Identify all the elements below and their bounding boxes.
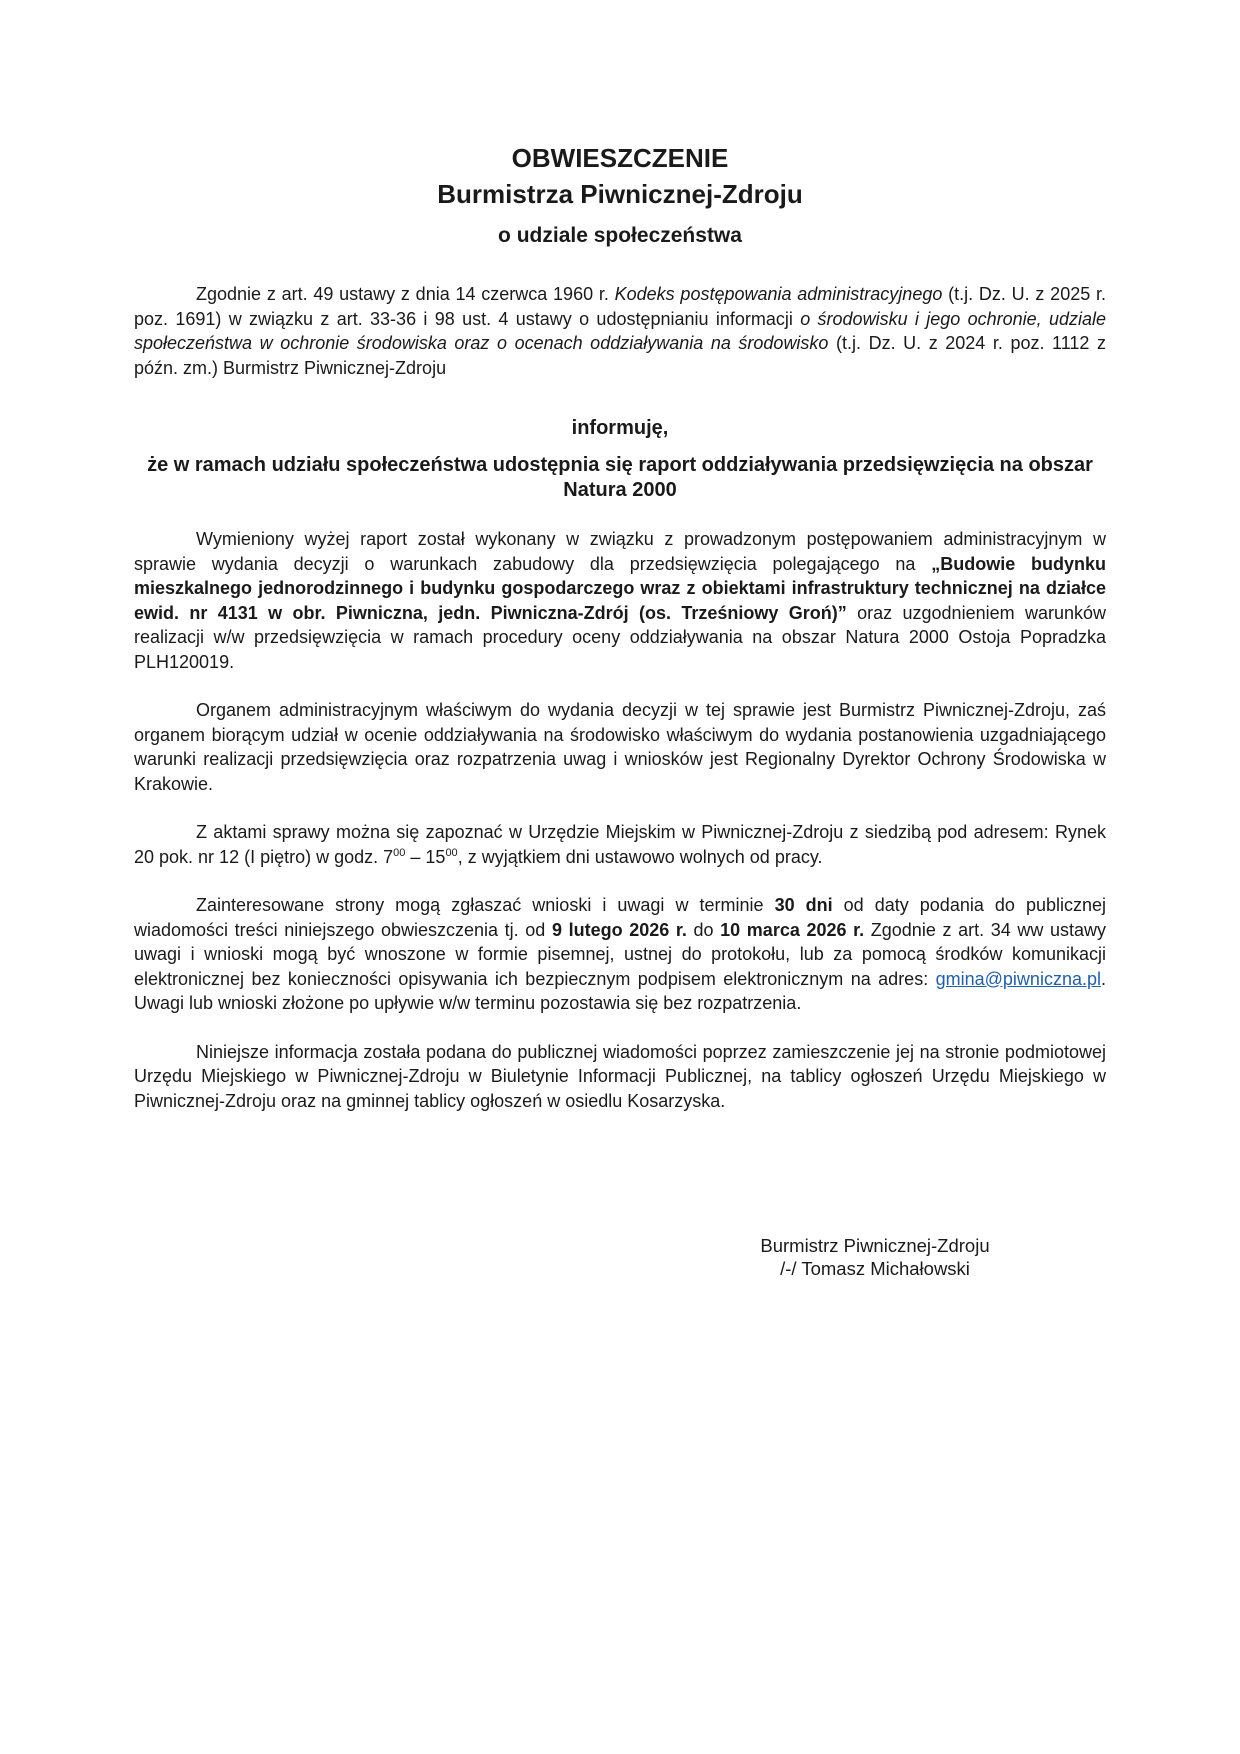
comment-period: 30 dni — [774, 895, 833, 915]
topic-subtitle: o udziale społeczeństwa — [498, 224, 742, 247]
document-page — [134, 140, 1106, 1113]
signature-role: Burmistrz Piwnicznej-Zdroju — [760, 1235, 990, 1256]
comments-text: Zgodnie z art. 34 ww ustawy uwagi i wnioski mogą być wnoszone w formie pisemnej, ustnej do protokołu, lub za pomocą środków komunikacji elektronicznej bez konieczności opisywania ich bezpiecznym podpisem elektronicznym na adres: — [134, 919, 1106, 989]
email-link[interactable]: gmina@piwniczna.pl — [935, 968, 1101, 989]
authority-paragraph: Organem administracyjnym właściwym do wydania decyzji w tej sprawie jest Burmistrz Piwnicznej-Zdroju, zaś organem biorącym udział w ocenie oddziaływania na środowisko właściwym do wydania postanowienia uzgadniającego warunki realizacji przedsięwzięcia oraz rozpatrzenia uwag i wniosków jest Regionalny Dyrektor Ochrony Środowiska w Krakowie. — [134, 700, 1106, 794]
issuer-title: Burmistrza Piwnicznej-Zdroju — [437, 179, 803, 209]
legal-basis-text: Zgodnie z art. 49 ustawy z dnia 14 czerwca 1960 r. — [196, 284, 615, 304]
hour-end: – 15 — [405, 846, 446, 867]
publication-paragraph: Niniejsze informacja została podana do publicznej wiadomości poprzez zamieszczenie jej na stronie podmiotowej Urzędu Miejskiego w Piwnicznej-Zdroju w Biuletynie Informacji Publicznej, na tablicy ogłoszeń Urzędu Miejskiego w Piwnicznej-Zdroju oraz na gminnej tablicy ogłoszeń w osiedlu Kosarzyska. — [134, 1041, 1106, 1111]
signature-name: /-/ Tomasz Michałowski — [780, 1258, 970, 1279]
comments-text: Zainteresowane strony mogą zgłaszać wnioski i uwagi w terminie — [196, 895, 775, 915]
document-title: OBWIESZCZENIE — [511, 143, 729, 173]
comments-text: . Uwagi lub wnioski złożone po upływie w/w terminu pozostawia się bez rozpatrzenia. — [134, 968, 1106, 1013]
date-from: 9 lutego 2026 r. — [551, 919, 687, 940]
code-title: Kodeks postępowania administracyjnego — [614, 284, 943, 304]
announcement-verb: informuję, — [571, 417, 669, 439]
report-text: Wymieniony wyżej raport został wykonany w związku z prowadzonym postępowaniem administracyjnym w sprawie wydania decyzji o warunkach zabudowy dla przedsięwzięcia polegającego na — [134, 529, 1106, 574]
files-paragraph — [134, 820, 1106, 869]
comments-text: do — [686, 919, 721, 940]
legal-basis-text: (t.j. Dz. U. z 2025 r. poz. 1691) w związku z art. 33-36 i 98 ust. 4 ustawy o udostępnianiu informacji — [134, 284, 1106, 329]
project-name: „Budowie budynku mieszkalnego jednorodzinnego i budynku gospodarczego wraz z obiektami infrastruktury technicznej na działce ewid. nr 4131 w obr. Piwniczna, jedn. Piwniczna-Zdrój (os. Trześniowy Groń)” — [134, 553, 1106, 623]
date-to: 10 marca 2026 r. — [720, 919, 865, 940]
hour-start-minutes: 00 — [393, 846, 406, 859]
act-title: o środowisku i jego ochronie, udziale społeczeństwa w ochronie środowiska oraz o ocenach oddziaływania na środowisko — [134, 308, 1106, 353]
report-paragraph — [134, 527, 1106, 674]
hour-end-minutes: 00 — [445, 846, 458, 859]
announcement-statement: że w ramach udziału społeczeństwa udostępnia się raport oddziaływania przedsięwzięcia na obszar Natura 2000 — [147, 454, 1093, 501]
legal-basis-text: (t.j. Dz. U. z 2024 r. poz. 1112 z późn. zm.) Burmistrz Piwnicznej-Zdroju — [134, 333, 1106, 378]
report-text: oraz uzgodnieniem warunków realizacji w/w przedsięwzięcia w ramach procedury oceny oddziaływania na obszar Natura 2000 Ostoja Popradzka PLH120019. — [134, 602, 1106, 672]
signature-block — [700, 1234, 1050, 1280]
files-text: , z wyjątkiem dni ustawowo wolnych od pracy. — [457, 846, 823, 867]
comments-text: od daty podania do publicznej wiadomości treści niniejszego obwieszczenia tj. od — [134, 895, 1106, 940]
files-text: Z aktami sprawy można się zapoznać w Urzędzie Miejskim w Piwnicznej-Zdroju z siedzibą pod adresem: Rynek 20 pok. nr 12 (I piętro) w godz. 7 — [134, 822, 1106, 867]
legal-basis-paragraph — [134, 282, 1106, 380]
comments-paragraph — [134, 893, 1106, 1016]
